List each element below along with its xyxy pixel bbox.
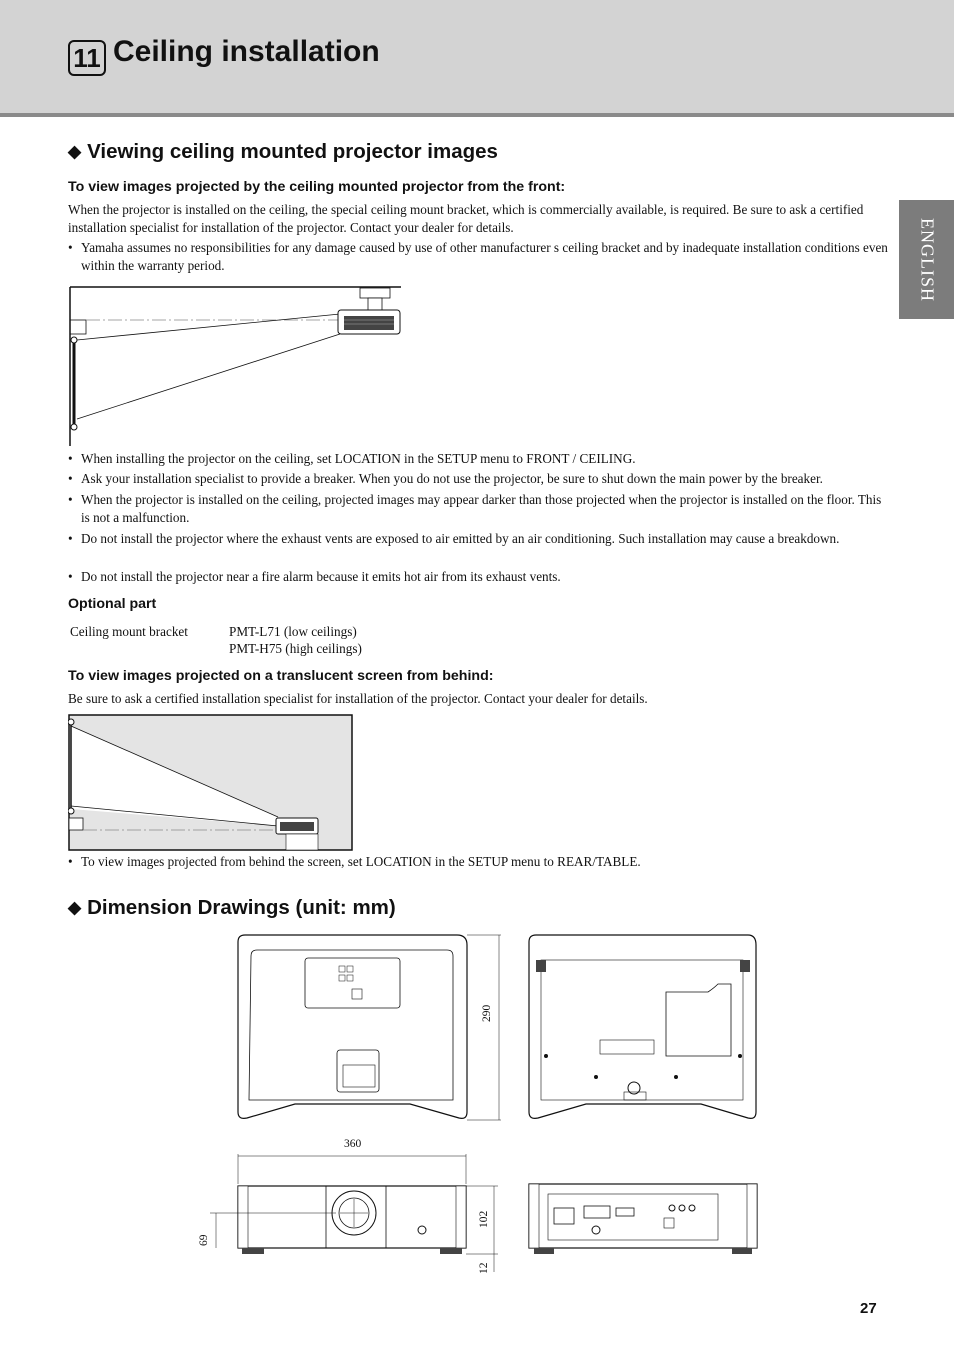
chapter-title: Ceiling installation (113, 35, 380, 68)
section-heading-viewing (68, 140, 498, 164)
bullet-after-4: • Do not install the projector where the exhaust vents are exposed to air emitted by an air conditioning. Such installation may cause a breakdown. (68, 530, 888, 548)
diamond-icon: ◆ (68, 142, 82, 161)
optional-part-heading: Optional part (68, 596, 157, 612)
bullet-after-3: • When the projector is installed on the ceiling, projected images may appear darker than those projected when the projector is installed on the floor. This is not a malfunction. (68, 491, 888, 527)
bullet-rear: • To view images projected from behind the screen, set LOCATION in the SETUP menu to REAR/TABLE. (68, 853, 888, 871)
section-title-dimensions: Dimension Drawings (unit: mm) (87, 896, 396, 919)
diamond-icon: ◆ (68, 898, 82, 917)
bullet-after-5: • Do not install the projector near a fire alarm because it emits hot air from its exhaust vents. (68, 568, 888, 586)
dim-height: 102 (478, 1210, 490, 1228)
optional-part-label: Ceiling mount bracket (70, 624, 188, 639)
optional-part-model-low: PMT-L71 (low ceilings) (229, 624, 357, 639)
top-view-drawing (235, 932, 505, 1126)
chapter-number-badge: 11 (68, 40, 106, 76)
dim-foot: 12 (478, 1262, 490, 1274)
section-title-viewing: Viewing ceiling mounted projector images (87, 140, 498, 163)
bottom-view-drawing (526, 932, 760, 1126)
optional-part-model-high: PMT-H75 (high ceilings) (229, 641, 362, 656)
bullet-after-2: • Ask your installation specialist to provide a breaker. When you do not use the projector, be sure to shut down the main power by the breaker. (68, 470, 888, 488)
language-tab (899, 200, 954, 319)
section-heading-dimensions (68, 896, 396, 920)
paragraph-rear: Be sure to ask a certified installation specialist for installation of the projector. Contact your dealer for details. (68, 691, 648, 706)
rear-projection-diagram (68, 714, 354, 852)
page-number: 27 (860, 1300, 877, 1317)
ceiling-front-diagram (68, 286, 404, 448)
rear-view-drawing (526, 1180, 760, 1260)
page-header (0, 0, 954, 117)
bullet-warranty: • Yamaha assumes no responsibilities for any damage caused by use of other manufacturer s ceiling bracket and by inadequate installation conditions even within the warranty period. (68, 239, 888, 275)
language-tab-label: ENGLISH (917, 217, 937, 302)
dim-lens-height: 69 (198, 1234, 210, 1246)
dim-width: 360 (344, 1138, 362, 1150)
paragraph-front: When the projector is installed on the ceiling, the special ceiling mount bracket, which is commercially available, is required. Be sure to ask a certified installation specialist for installation of the projector. Contact your dealer for details. (68, 202, 864, 235)
front-view-drawing (200, 1150, 500, 1274)
bullet-after-1: • When installing the projector on the ceiling, set LOCATION in the SETUP menu to FRONT / CEILING. (68, 450, 888, 468)
subheading-front: To view images projected by the ceiling mounted projector from the front: (68, 179, 566, 195)
subheading-rear: To view images projected on a translucent screen from behind: (68, 668, 494, 684)
dim-depth: 290 (481, 1004, 493, 1022)
